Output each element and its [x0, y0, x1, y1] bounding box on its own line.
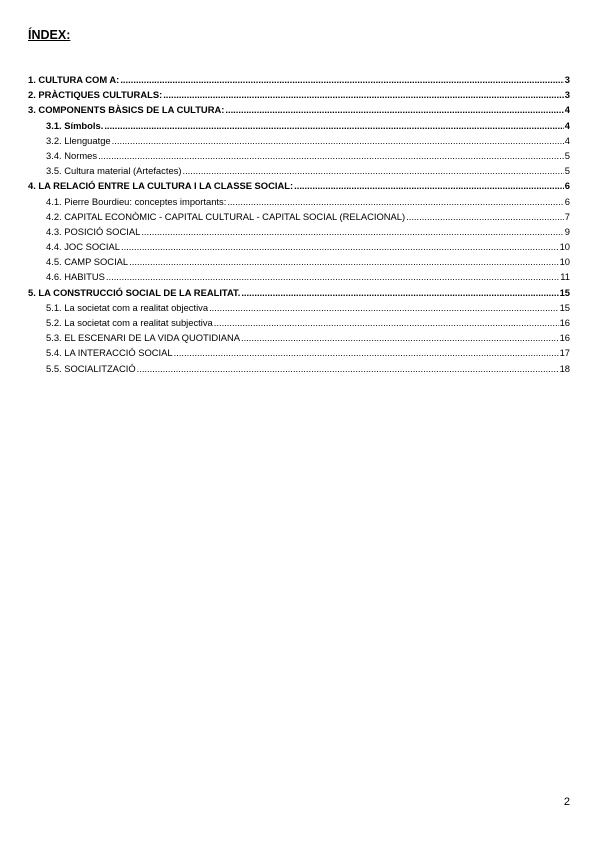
- toc-dot-leader: [104, 118, 563, 133]
- toc-entry[interactable]: [28, 178, 570, 193]
- toc-dot-leader: [163, 87, 564, 102]
- toc-entry-page: 4: [564, 134, 570, 146]
- toc-dot-leader: [129, 254, 558, 269]
- toc-entry-page: 5: [564, 165, 570, 177]
- toc-dot-leader: [225, 102, 563, 117]
- toc-dot-leader: [241, 330, 559, 345]
- toc-entry[interactable]: [28, 118, 570, 133]
- toc-entry[interactable]: [28, 102, 570, 117]
- toc-dot-leader: [121, 239, 559, 254]
- toc-dot-leader: [98, 148, 564, 163]
- toc-entry-page: 4: [564, 104, 570, 116]
- toc-entry-title: 5. LA CONSTRUCCIÓ SOCIAL DE LA REALITAT.: [28, 286, 241, 298]
- toc-dot-leader: [120, 72, 563, 87]
- toc-entry-page: 16: [559, 332, 570, 344]
- toc-entry-title: 2. PRÀCTIQUES CULTURALS:: [28, 89, 163, 101]
- toc-entry-title: 4.6. HABITUS: [46, 271, 105, 283]
- toc-dot-leader: [174, 345, 559, 360]
- toc-entry-title: 3. COMPONENTS BÀSICS DE LA CULTURA:: [28, 104, 225, 116]
- toc-entry-page: 18: [559, 362, 570, 374]
- toc-entry-title: 4.5. CAMP SOCIAL: [46, 256, 129, 268]
- toc-entry-page: 11: [560, 271, 570, 283]
- toc-dot-leader: [106, 269, 559, 284]
- toc-entry-title: 3.4. Normes: [46, 149, 98, 161]
- toc-dot-leader: [406, 209, 564, 224]
- toc-entry[interactable]: [28, 133, 570, 148]
- toc-entry-page: 16: [559, 317, 570, 328]
- toc-entry[interactable]: [28, 300, 570, 315]
- toc-entry-page: 4: [564, 119, 570, 131]
- toc-entry-title: 5.5. SOCIALITZACIÓ: [46, 362, 136, 374]
- toc-entry[interactable]: [28, 330, 570, 345]
- toc-entry[interactable]: [28, 285, 570, 300]
- toc-entry-page: 5: [564, 149, 570, 161]
- toc-dot-leader: [112, 133, 564, 148]
- toc-entry-title: 4.3. POSICIÓ SOCIAL: [46, 225, 141, 237]
- toc-dot-leader: [294, 178, 564, 193]
- toc-entry-page: 3: [564, 74, 570, 85]
- toc-entry[interactable]: [28, 148, 570, 163]
- toc-entry[interactable]: [28, 315, 570, 330]
- toc-entry[interactable]: [28, 224, 570, 239]
- toc-dot-leader: [141, 224, 563, 239]
- toc-dot-leader: [241, 285, 558, 300]
- toc-entry-page: 3: [564, 89, 570, 101]
- toc-dot-leader: [209, 300, 558, 315]
- toc-entry[interactable]: [28, 163, 570, 178]
- toc-entry[interactable]: [28, 345, 570, 360]
- toc-entry-title: 4.2. CAPITAL ECONÒMIC - CAPITAL CULTURAL - CAPITAL SOCIAL (RELACIONAL): [46, 210, 406, 222]
- toc-entry-page: 10: [559, 241, 570, 253]
- toc-entry[interactable]: [28, 209, 570, 224]
- toc-entry-page: 6: [564, 180, 570, 192]
- toc-entry-title: 3.1. Símbols.: [46, 119, 104, 131]
- toc-entry-title: 5.4. LA INTERACCIÓ SOCIAL: [46, 347, 173, 359]
- toc-entry-title: 1. CULTURA COM A:: [28, 74, 120, 85]
- toc-entry-title: 5.3. EL ESCENARI DE LA VIDA QUOTIDIANA: [46, 332, 240, 344]
- toc-dot-leader: [214, 315, 559, 330]
- table-of-contents: [28, 72, 570, 376]
- toc-entry-page: 17: [559, 347, 570, 359]
- toc-entry[interactable]: [28, 72, 570, 87]
- toc-entry-page: 7: [564, 210, 570, 222]
- toc-entry-title: 4.1. Pierre Bourdieu: conceptes importants:: [46, 195, 227, 207]
- toc-entry-title: 5.1. La societat com a realitat objectiva: [46, 301, 209, 313]
- toc-entry-page: 9: [564, 225, 570, 237]
- toc-entry-title: 3.2. Llenguatge: [46, 134, 111, 146]
- toc-entry-title: 5.2. La societat com a realitat subjectiva: [46, 317, 213, 328]
- toc-entry-title: 4.4. JOC SOCIAL: [46, 241, 120, 253]
- toc-entry-page: 15: [559, 301, 570, 313]
- toc-dot-leader: [137, 361, 559, 376]
- page-number: 2: [563, 796, 570, 808]
- toc-entry[interactable]: [28, 269, 570, 284]
- toc-entry[interactable]: [28, 194, 570, 209]
- toc-entry[interactable]: [28, 87, 570, 102]
- toc-entry[interactable]: [28, 361, 570, 376]
- toc-entry-page: 6: [564, 195, 570, 207]
- toc-dot-leader: [227, 194, 563, 209]
- toc-dot-leader: [182, 163, 563, 178]
- toc-entry-title: 3.5. Cultura material (Artefactes): [46, 165, 182, 177]
- toc-entry-title: 4. LA RELACIÓ ENTRE LA CULTURA I LA CLASSE SOCIAL:: [28, 180, 294, 192]
- toc-entry[interactable]: [28, 239, 570, 254]
- toc-entry[interactable]: [28, 254, 570, 269]
- index-title: ÍNDEX:: [28, 28, 71, 42]
- toc-entry-page: 10: [559, 256, 570, 268]
- toc-entry-page: 15: [559, 286, 570, 298]
